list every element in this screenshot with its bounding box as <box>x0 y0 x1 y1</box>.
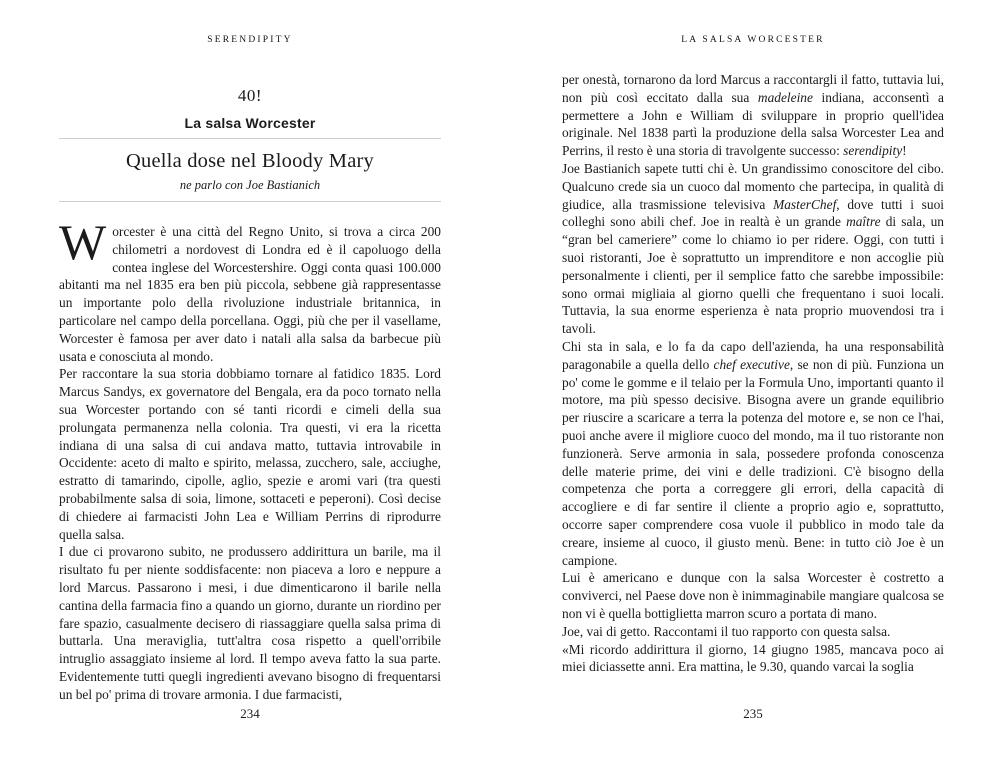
right-page <box>562 0 944 768</box>
paragraph-text: Joe, vai di getto. Raccontami il tuo rapporto con questa salsa. <box>562 623 891 639</box>
paragraph-text: I due ci provarono subito, ne produssero addirittura un barile, ma il risultato fu per niente soddisfacente: non piaceva a loro e neppure a lord Marcus. Passarono i mesi, i due dimenticarono il barile nella cantina della farmacia fino a quando un giorno, durante un riordino per fare spazio, casualmente decisero di riassaggiare quella salsa prima di buttarla. Una meraviglia, tutt'altra cosa rispetto a quell'orribile intruglio assaggiato insieme al lord. Il tempo aveva fatto la sua parte. Evidentemente tutti quegli ingredienti avevano bisogno di frequentarsi un bel po' prima di trovare armonia. I due farmacisti, <box>59 544 441 702</box>
page-number-left: 234 <box>240 706 260 721</box>
chapter-label: La salsa Worcester <box>184 115 316 131</box>
left-page-body <box>59 223 441 704</box>
paragraph-text: Joe Bastianich sapete tutti chi è. Un grandissimo conoscitore del cibo. Qualcuno crede sia un cuoco dal momento che partecipa, in qualità di giudice, alla trasmissione televisiva MasterChef, dove tutti i suoi colleghi sono abili chef. Joe in realtà è un grande maître di sala, un “gran bel cameriere” come lo chiamo io per ridere. Oggi, con tutti i suoi ristoranti, Joe è soprattutto un imprenditore e non accoglie più personalmente i clienti, per il semplice fatto che sarebbe impossibile: sono ormai migliaia al giorno quelli che frequentano i suoi locali. Tuttavia, la sua enorme esperienza è nata proprio muovendosi tra i tavoli. <box>562 160 944 337</box>
running-head-right: LA SALSA WORCESTER <box>681 35 825 45</box>
paragraph-text: per onestà, tornarono da lord Marcus a raccontargli il fatto, tuttavia lui, non più così eccitato dalla sua madeleine indiana, acconsentì a permettere a John e William di sviluppare in proprio quell'idea originale. Nel 1838 partì la produzione della salsa Worcester Lea and Perrins, il resto è una storia di travolgente successo: serendipity! <box>562 72 944 159</box>
paragraph <box>59 543 441 703</box>
left-page <box>59 0 441 768</box>
drop-cap: W <box>59 223 107 270</box>
paragraph-text: Lui è americano e dunque con la salsa Worcester è costretto a conviverci, nel Paese dove non è inimmaginabile mangiare qualcosa se non vi è quella bottiglietta marron scuro a portata di mano. <box>562 570 944 621</box>
divider-rule-top <box>59 138 441 139</box>
divider-rule-bottom <box>59 201 441 202</box>
paragraph <box>562 569 944 622</box>
paragraph <box>562 71 944 160</box>
paragraph <box>59 365 441 543</box>
paragraph-text: Per raccontare la sua storia dobbiamo tornare al fatidico 1835. Lord Marcus Sandys, ex governatore del Bengala, era da poco tornato nella sua Worcester portando con sé tanti ricordi e cimeli della sua prolungata permanenza nella colonia. Tra questi, vi era la ricetta indiana di una salsa di cui andava matto, tuttavia introvabile in Occidente: aceto di malto e spirito, melassa, zucchero, sale, acciughe, estratto di tamarindo, cipolle, aglio, spezie e aromi vari (tra questi probabilmente salsa di soia, limone, sottaceti e peperoni). Così decise di chiedere ai farmacisti John Lea e William Perrins di riprodurre quella salsa. <box>59 366 441 542</box>
chapter-subtitle: ne parlo con Joe Bastianich <box>179 178 321 192</box>
paragraph <box>562 338 944 569</box>
running-head-left: SERENDIPITY <box>207 35 293 45</box>
paragraph-text: «Mi ricordo addirittura il giorno, 14 giugno 1985, mancava poco ai miei diciassette anni. Era mattina, le 9.30, quando varcai la soglia <box>562 641 944 675</box>
paragraph-text: orcester è una città del Regno Unito, si trova a circa 200 chilometri a nordovest di Londra ed è il capoluogo della contea inglese del Worcestershire. Oggi conta quasi 100.000 abitanti ma nel 1835 era ben più piccola, sebbene già rappresentasse un importante polo della rivoluzione industriale britannica, in particolare nel campo della porcellana. Oggi, più che per il vasellame, Worcester è famosa per aver dato i natali alla salsa da barbecue più usata e conosciuta al mondo. <box>59 224 441 364</box>
right-page-body <box>562 71 944 676</box>
paragraph <box>59 223 441 365</box>
paragraph-text: Chi sta in sala, e lo fa da capo dell'azienda, ha una responsabilità paragonabile a quella dello chef executive, se non di più. Funziona un po' come le gomme e il telaio per la Formula Uno, importanti quanto il motore, ma più spesso decisive. Bisogna avere un grande equilibrio per riuscire a scaricare a terra la potenza del motore e, se non ce l'hai, puoi anche avere il migliore cuoco del mondo, ma il tuo ristorante non funzionerà. Serve armonia in sala, possedere profonda conoscenza delle materie prime, dei vini e delle tradizioni. C'è bisogno della competenza che porta a correggere gli errori, della capacità di accogliere e di far sentire il cliente a proprio agio e, soprattutto, occorre saper comprendere cosa vuole il pubblico in modo tale da creare, insieme al cuoco, il giusto menù. Bene: in tutto ciò Joe è un campione. <box>562 338 944 568</box>
chapter-title: Quella dose nel Bloody Mary <box>126 150 374 172</box>
page-number-right: 235 <box>743 706 763 721</box>
paragraph <box>562 623 944 641</box>
chapter-number: 40! <box>237 86 263 105</box>
chapter-head <box>59 86 441 202</box>
paragraph <box>562 641 944 677</box>
paragraph <box>562 160 944 338</box>
